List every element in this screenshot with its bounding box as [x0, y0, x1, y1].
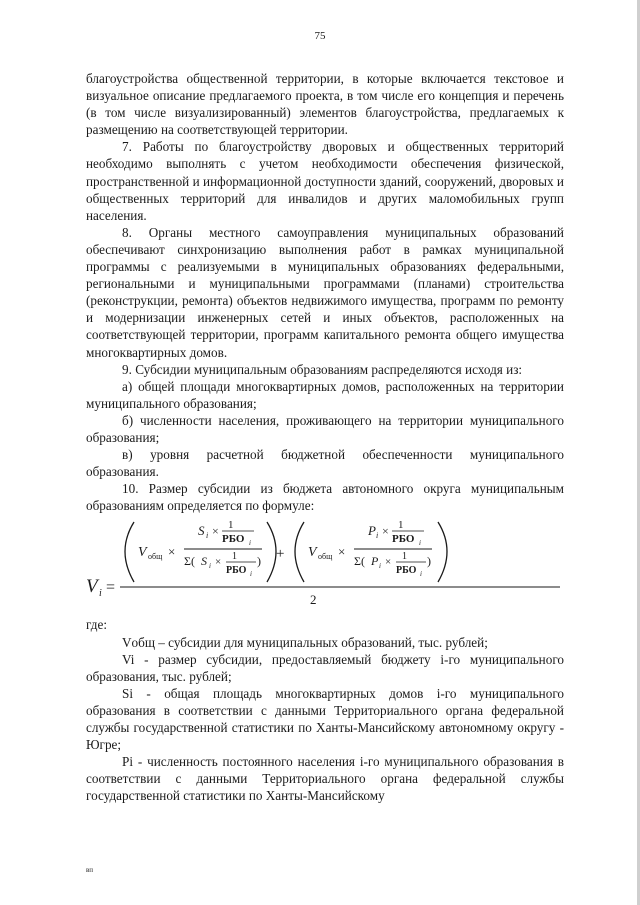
def-vtotal: Vобщ – субсидии для муниципальных образований, тыс. рублей;: [122, 634, 488, 650]
formula-one-4: 1: [402, 551, 407, 563]
formula-sigma-2: Σ(: [354, 554, 365, 569]
formula-times-1: ×: [168, 544, 176, 560]
formula-paren-left-1: [125, 522, 134, 582]
paragraph-9: 9. Субсидии муниципальным образованиям распределяются исходя из:: [122, 361, 523, 377]
def-vi: Vi - размер субсидии, предоставляемый бюджету i-го муниципального образования, тыс. рублей;: [86, 651, 564, 684]
formula-vtotal-2: V: [308, 545, 317, 561]
formula-s-den: S: [201, 554, 207, 569]
formula-sigma-1: Σ(: [184, 554, 195, 569]
formula-plus: +: [276, 546, 285, 563]
formula-times-5: ×: [382, 524, 389, 539]
formula-p-num-sub: i: [376, 531, 379, 541]
formula-times-4: ×: [338, 544, 346, 560]
formula-times-6: ×: [385, 556, 392, 569]
document-body: [86, 70, 564, 804]
formula-s-num: S: [198, 523, 205, 539]
formula-one-1: 1: [228, 519, 234, 532]
subsidy-formula: [86, 518, 564, 614]
where-label: где:: [86, 617, 107, 633]
page-number: 75: [314, 30, 326, 42]
formula-rbo-sub-3: i: [419, 539, 421, 548]
formula-lhs-v: V: [86, 576, 98, 598]
formula-equals: =: [106, 579, 116, 597]
formula-paren-right-2: [438, 522, 447, 582]
item-c: в) уровня расчетной бюджетной обеспеченности муниципального образования.: [86, 447, 564, 480]
formula-lhs-sub: i: [99, 588, 102, 600]
formula-rbo-sub-1: i: [249, 539, 251, 548]
def-pi: Pi - численность постоянного населения i-го муниципального образования в соответствии с данными Территориального органа федеральной службы государственной статистики по Ханты-Мансийскому: [86, 754, 564, 804]
formula-rbo-2: РБО: [226, 565, 247, 577]
formula-rbo-sub-4: i: [420, 570, 422, 579]
formula-s-num-sub: i: [206, 531, 209, 541]
formula-one-2: 1: [232, 551, 237, 563]
formula-rbo-sub-2: i: [250, 570, 252, 579]
formula-times-2: ×: [212, 524, 219, 539]
formula-rbo-3: РБО: [392, 533, 415, 546]
formula-p-num: P: [368, 523, 376, 539]
footer-mark: вп: [86, 866, 94, 874]
item-a: а) общей площади многоквартирных домов, расположенных на территории муниципального образования;: [86, 378, 564, 411]
formula-rbo-1: РБО: [222, 533, 245, 546]
formula-rbo-4: РБО: [396, 565, 417, 577]
formula-graphic: [86, 518, 564, 614]
paragraph-1: благоустройства общественной территории, в которые включается текстовое и визуальное описание предлагаемого проекта, в том числе его концепция и перечень (в том числе визуализированный) элементов благоустройства, предлагаемых к размещению на соответствующей территории.: [86, 71, 564, 138]
formula-p-den-sub: i: [379, 562, 381, 571]
formula-paren-left-2: [295, 522, 304, 582]
formula-p-den: P: [371, 554, 379, 569]
paragraph-10: 10. Размер субсидии из бюджета автономного округа муниципальным образованиям определяется по формуле:: [86, 481, 564, 514]
formula-vtotal-sub-2: общ: [318, 552, 333, 562]
formula-vtotal-sub-1: общ: [148, 552, 163, 562]
formula-one-3: 1: [398, 519, 404, 532]
def-si: Si - общая площадь многоквартирных домов i-го муниципального образования в соответствии с данными Территориального органа федеральной службы государственной статистики по Ханты-Мансийскому автономному округу - Югре;: [86, 685, 564, 753]
formula-times-3: ×: [215, 556, 222, 569]
paragraph-7: 7. Работы по благоустройству дворовых и общественных территорий необходимо выполнять с учетом необходимости обеспечения физической, пространственной и информационной доступности зданий, сооружений, дворовых и общественных территорий для инвалидов и других маломобильных групп населения.: [86, 139, 564, 223]
paragraph-8: 8. Органы местного самоуправления муниципальных образований обеспечивают синхронизацию выполнения работ в рамках муниципальной программы с реализуемыми в муниципальных образованиях федеральными, региональными и муниципальными программами (планами) строительства (реконструкции, ремонта) объектов недвижимого имущества, программ по ремонту и модернизации инженерных сетей и иных объектов, расположенных на соответствующей территории, программ капитального ремонта общего имущества многоквартирных домов.: [86, 224, 564, 360]
formula-close-2: ): [427, 554, 431, 569]
formula-close-1: ): [257, 554, 261, 569]
formula-paren-right-1: [267, 522, 276, 582]
formula-denominator: 2: [310, 592, 317, 608]
formula-vtotal-1: V: [138, 545, 147, 561]
item-b: б) численности населения, проживающего на территории муниципального образования;: [86, 412, 564, 445]
formula-s-den-sub: i: [209, 562, 211, 571]
